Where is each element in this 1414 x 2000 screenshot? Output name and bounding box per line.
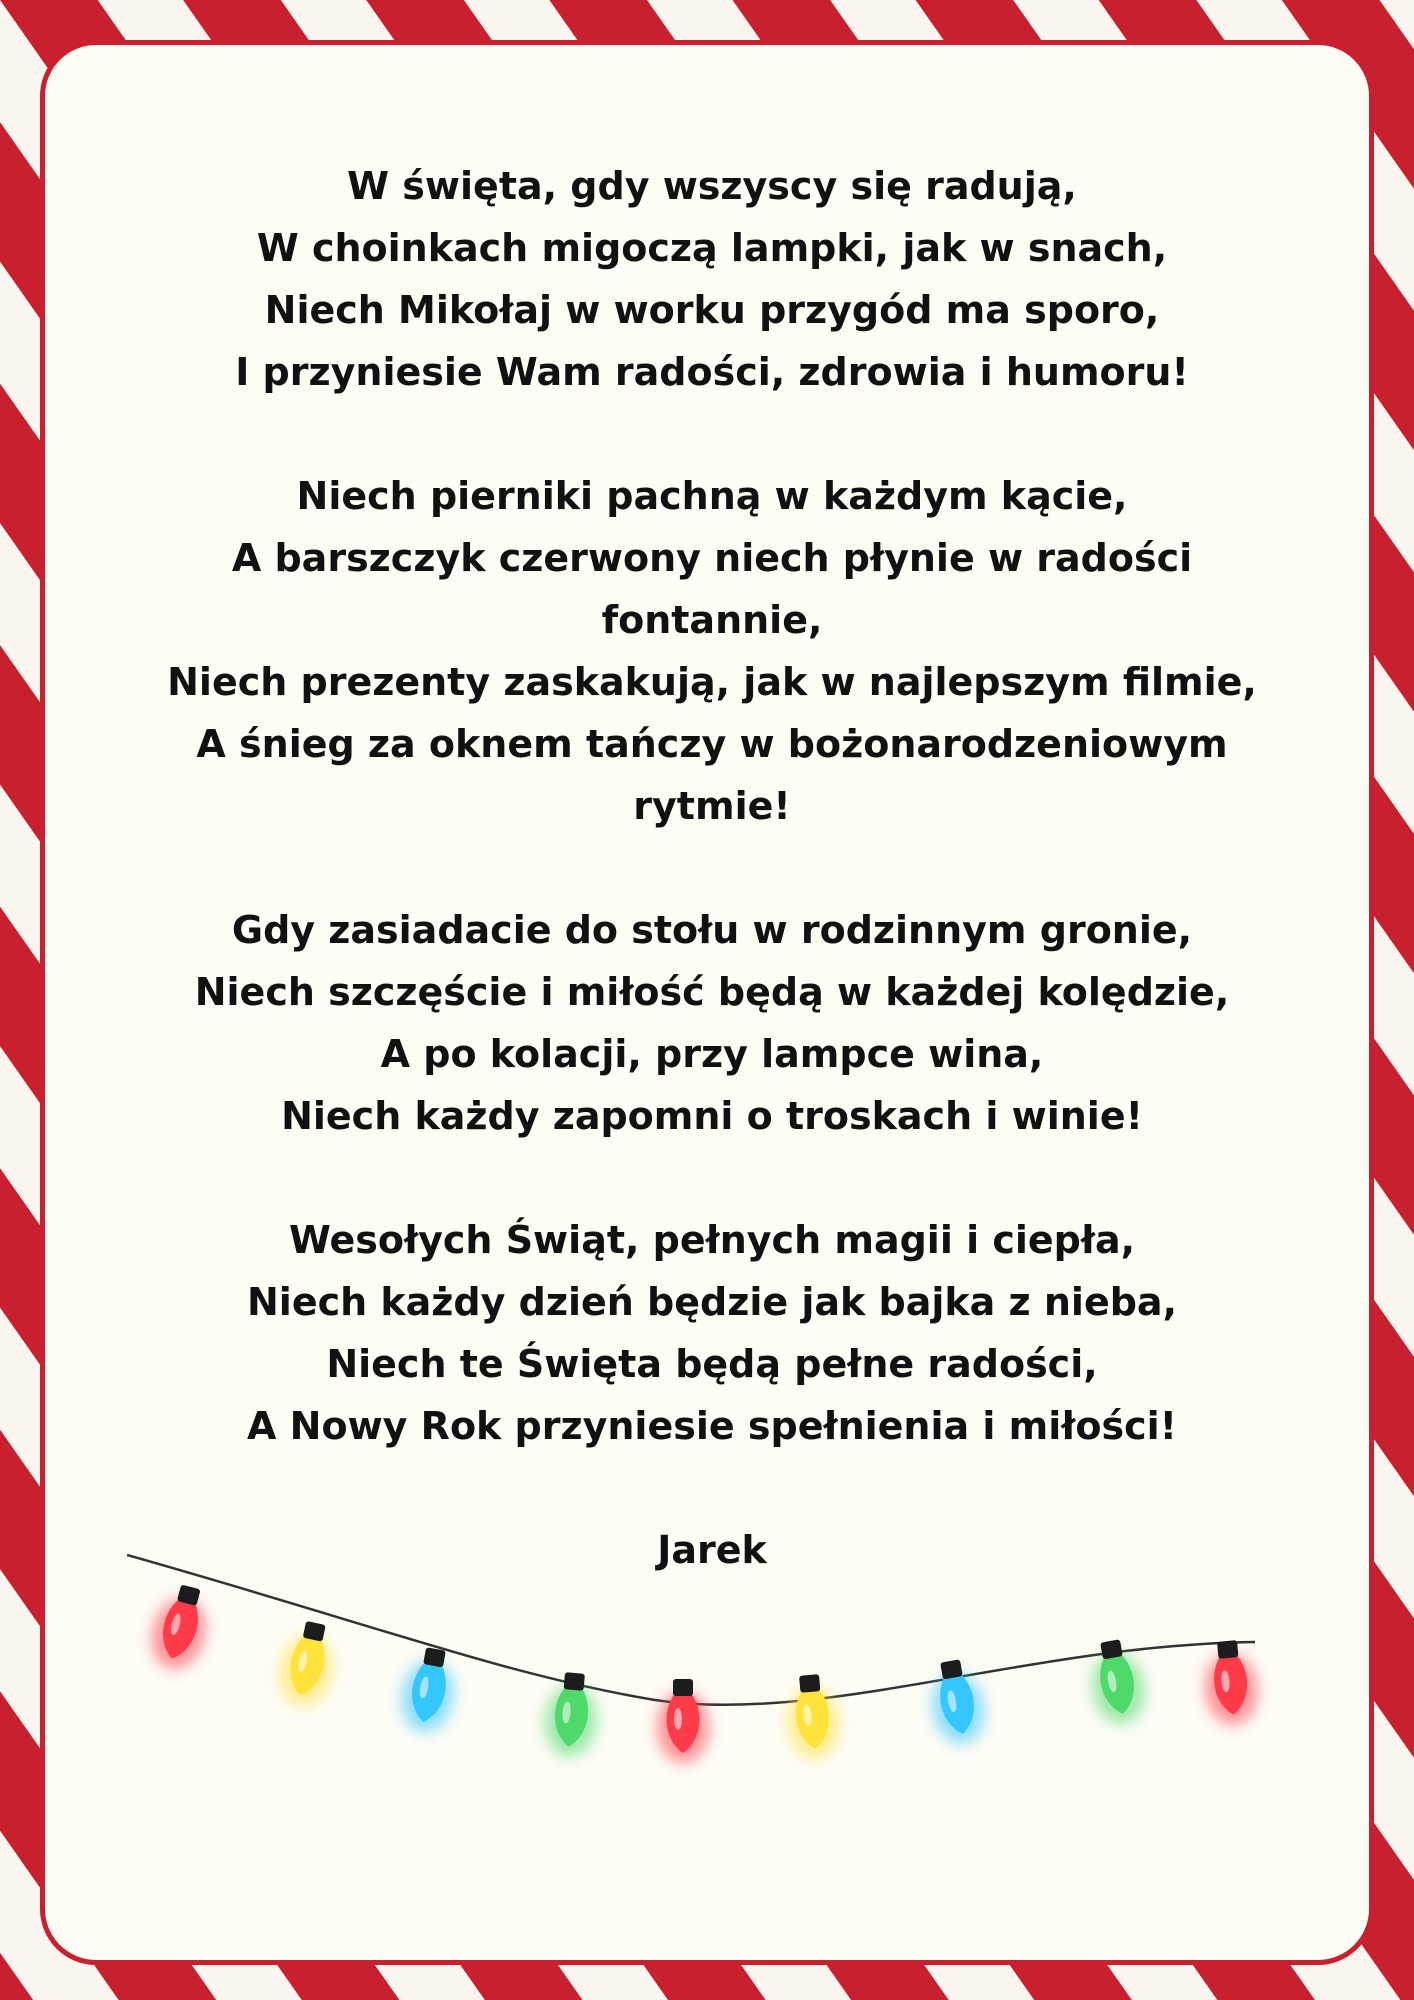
light-bulb-icon	[542, 1671, 601, 1759]
christmas-poem	[45, 155, 1379, 1581]
poem-line: rytmie!	[633, 784, 791, 828]
light-bulb-icon	[1201, 1639, 1260, 1727]
poem-line: Niech pierniki pachną w każdym kącie,	[296, 474, 1128, 518]
poem-line: A po kolacji, przy lampce wina,	[380, 1032, 1044, 1076]
light-bulb-icon	[924, 1656, 990, 1748]
poem-stanza-3	[45, 899, 1379, 1147]
poem-line: fontannie,	[601, 598, 823, 642]
poem-line: Niech szczęście i miłość będą w każdej kolędzie,	[194, 970, 1230, 1014]
poem-line: I przyniesie Wam radości, zdrowia i humoru!	[235, 350, 1189, 394]
poem-line: Niech prezenty zaskakują, jak w najlepszym filmie,	[167, 660, 1257, 704]
poem-line: Niech Mikołaj w worku przygód ma sporo,	[264, 288, 1160, 332]
poem-line: Niech każdy zapomni o troskach i winie!	[281, 1094, 1143, 1138]
christmas-lights-string-icon	[125, 1545, 1325, 1865]
poem-stanza-2	[45, 465, 1379, 837]
poem-line: W święta, gdy wszyscy się radują,	[347, 164, 1077, 208]
light-bulb-icon	[657, 1679, 709, 1763]
light-bulb-icon	[396, 1644, 462, 1736]
poem-line: A barszczyk czerwony niech płynie w radości	[231, 536, 1193, 580]
poem-stanza-4	[45, 1209, 1379, 1457]
signature: Jarek	[657, 1528, 767, 1572]
poem-line: Gdy zasiadacie do stołu w rodzinnym gronie,	[231, 908, 1193, 952]
light-bulb-icon	[144, 1580, 216, 1675]
poem-line: Niech każdy dzień będzie jak bajka z nieba,	[246, 1280, 1178, 1324]
poem-line: Wesołych Świąt, pełnych magii i ciepła,	[288, 1218, 1136, 1262]
light-bulb-icon	[783, 1673, 842, 1761]
poem-stanza-1	[45, 155, 1379, 403]
poem-line: Niech te Święta będą pełne radości,	[326, 1342, 1098, 1386]
letter-card	[40, 40, 1374, 1965]
poem-line: A śnieg za oknem tańczy w bożonarodzeniowym	[196, 722, 1228, 766]
light-bulb-icon	[273, 1618, 341, 1711]
poem-line: A Nowy Rok przyniesie spełnienia i miłości!	[247, 1404, 1177, 1448]
poem-line: W choinkach migoczą lampki, jak w snach,	[256, 226, 1168, 270]
